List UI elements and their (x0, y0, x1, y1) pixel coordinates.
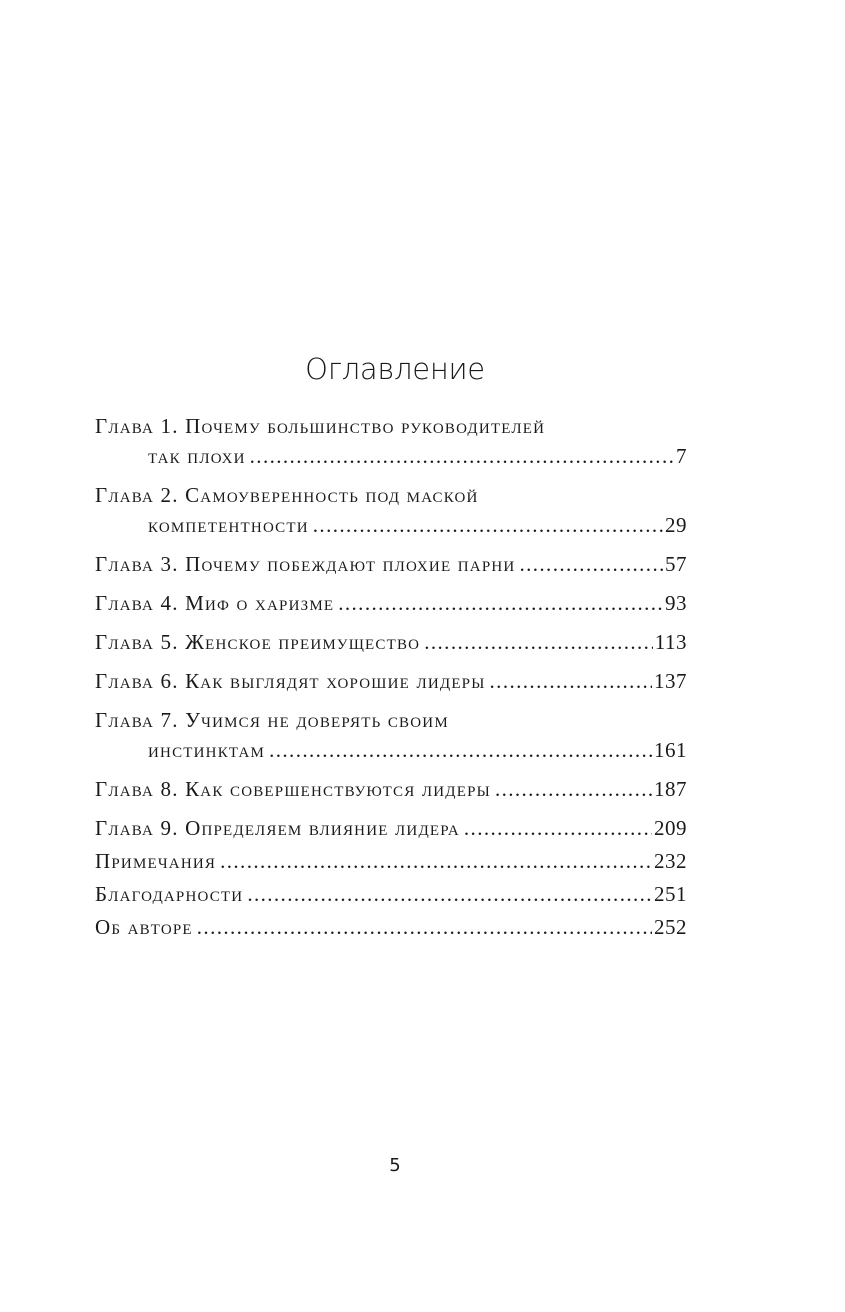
toc-entry-title: Примечания (95, 849, 217, 873)
dot-leader (464, 813, 652, 843)
toc-entry-notes[interactable] (95, 846, 687, 876)
toc-entry-title: Глава 6. Как выглядят хорошие лидеры (95, 669, 486, 693)
toc-entry-chapter-4[interactable] (95, 588, 687, 618)
toc-entry-title: Глава 8. Как совершенствуются лидеры (95, 777, 491, 801)
dot-leader (269, 735, 652, 765)
toc-entry-page-number: 251 (654, 882, 687, 906)
dot-leader (424, 627, 653, 657)
toc-entry-title-line: Глава 2. Самоуверенность под маской (95, 483, 479, 507)
toc-entry-title-continuation: инстинктам (148, 738, 266, 762)
toc-entry-page-number: 232 (654, 849, 687, 873)
dot-leader (220, 846, 652, 876)
toc-entry-title-continuation: так плохи (148, 444, 246, 468)
toc-entry-chapter-1[interactable] (95, 411, 687, 471)
toc-entry-leader-line (95, 912, 687, 942)
toc-entry-leader-line (95, 510, 687, 540)
toc-entry-page-number: 161 (654, 738, 687, 762)
toc-entry-page-number: 29 (665, 513, 687, 537)
toc-entry-page-number: 252 (654, 915, 687, 939)
dot-leader (250, 441, 674, 471)
toc-entry-chapter-8[interactable] (95, 774, 687, 804)
toc-entry-page-number: 57 (665, 552, 687, 576)
toc-entry-leader-line (95, 846, 687, 876)
toc-entry-page-number: 209 (654, 816, 687, 840)
toc-entry-title: Глава 5. Женское преимущество (95, 630, 421, 654)
toc-entry-chapter-6[interactable] (95, 666, 687, 696)
toc-entry-title-line: Глава 1. Почему большинство руководителей (95, 414, 546, 438)
toc-entry-title: Глава 9. Определяем влияние лидера (95, 816, 460, 840)
dot-leader (197, 912, 652, 942)
table-of-contents (95, 411, 687, 942)
dot-leader (490, 666, 652, 696)
toc-entry-title: Об авторе (95, 915, 193, 939)
toc-entry-page-number: 137 (654, 669, 687, 693)
toc-entry-title: Благодарности (95, 882, 244, 906)
toc-entry-leader-line (95, 813, 687, 843)
toc-entry-title: Глава 4. Миф о харизме (95, 591, 335, 615)
toc-entry-leader-line (95, 879, 687, 909)
toc-entry-leader-line (95, 549, 687, 579)
toc-title: Оглавление (305, 352, 485, 387)
toc-entry-chapter-5[interactable] (95, 627, 687, 657)
toc-entry-page-number: 7 (676, 444, 687, 468)
toc-entry-chapter-3[interactable] (95, 549, 687, 579)
dot-leader (247, 879, 652, 909)
toc-entry-page-number: 187 (654, 777, 687, 801)
toc-entry-leader-line (95, 666, 687, 696)
toc-entry-acknowledgements[interactable] (95, 879, 687, 909)
dot-leader (495, 774, 652, 804)
toc-entry-page-number: 93 (665, 591, 687, 615)
toc-entry-page-number: 113 (654, 630, 687, 654)
toc-entry-chapter-9[interactable] (95, 813, 687, 843)
page-number: 5 (389, 1155, 401, 1176)
toc-entry-leader-line (95, 735, 687, 765)
toc-entry-leader-line (95, 441, 687, 471)
toc-entry-leader-line (95, 588, 687, 618)
toc-entry-title-continuation: компетентности (148, 513, 309, 537)
toc-entry-chapter-2[interactable] (95, 480, 687, 540)
toc-entry-title-line: Глава 7. Учимся не доверять своим (95, 708, 449, 732)
toc-entry-leader-line (95, 627, 687, 657)
dot-leader (338, 588, 663, 618)
toc-entry-leader-line (95, 774, 687, 804)
toc-entry-about-author[interactable] (95, 912, 687, 942)
toc-entry-title: Глава 3. Почему побеждают плохие парни (95, 552, 516, 576)
dot-leader (519, 549, 663, 579)
dot-leader (313, 510, 663, 540)
toc-entry-chapter-7[interactable] (95, 705, 687, 765)
